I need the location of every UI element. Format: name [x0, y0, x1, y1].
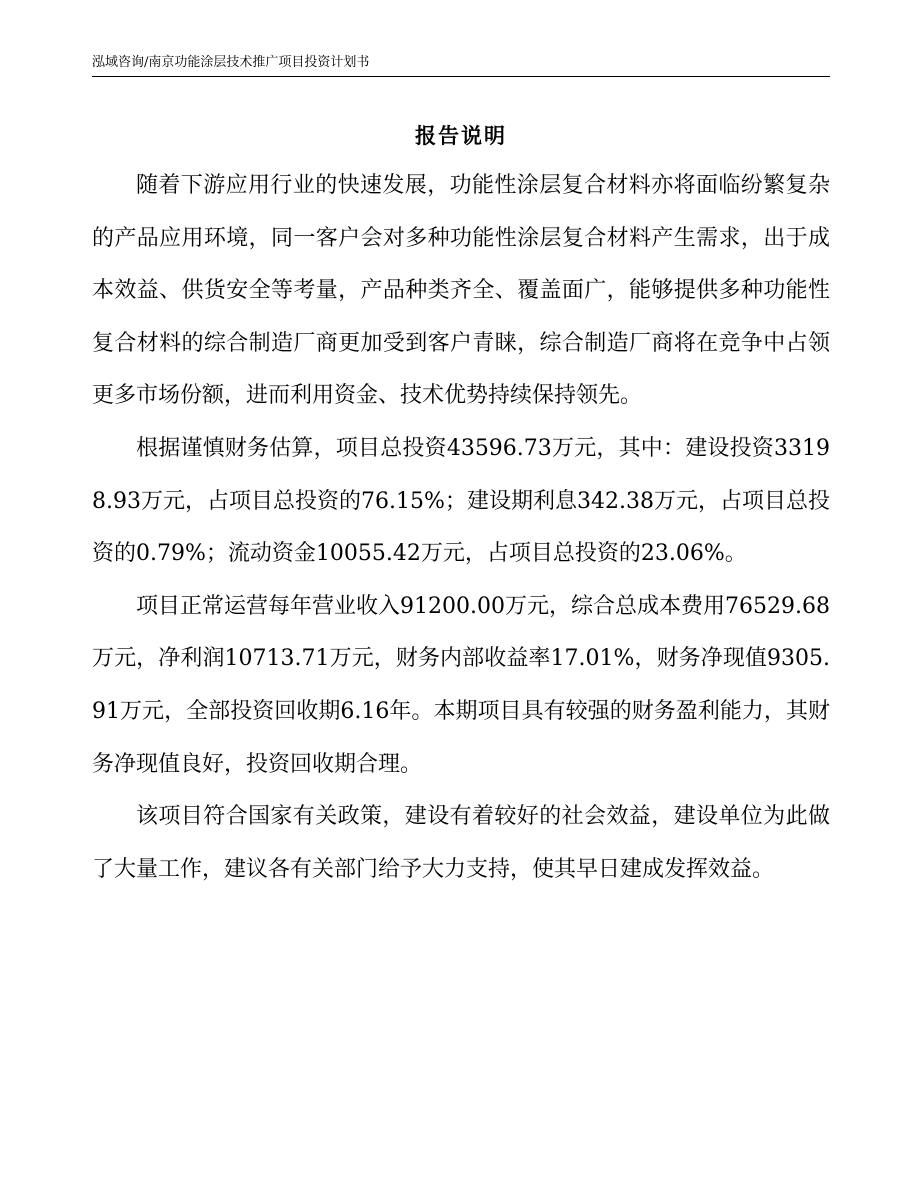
- header-divider: [92, 76, 830, 77]
- section-title: 报告说明: [415, 124, 507, 148]
- paragraph-market-background: 随着下游应用行业的快速发展，功能性涂层复合材料亦将面临纷繁复杂的产品应用环境，同一客户会对多种功能性涂层复合材料产生需求，出于成本效益、供货安全等考量，产品种类齐全、覆盖面广，能够提供多种功能性复合材料的综合制造厂商更加受到客户青睐，综合制造厂商将在竞争中占领更多市场份额，进而利用资金、技术优势持续保持领先。: [92, 173, 830, 409]
- paragraph-policy-recommendation: 该项目符合国家有关政策，建设有着较好的社会效益，建设单位为此做了大量工作，建议各有关部门给予大力支持，使其早日建成发挥效益。: [92, 804, 830, 882]
- running-header: 泓域咨询/南京功能涂层技术推广项目投资计划书: [92, 55, 370, 70]
- paragraph-investment-estimate: 根据谨慎财务估算，项目总投资43596.73万元，其中：建设投资33198.93万元，占项目总投资的76.15%；建设期利息342.38万元，占项目总投资的0.79%；流动资金10055.42万元，占项目总投资的23.06%。: [92, 435, 830, 567]
- paragraph-financial-performance: 项目正常运营每年营业收入91200.00万元，综合总成本费用76529.68万元，净利润10713.71万元，财务内部收益率17.01%，财务净现值9305.91万元，全部投资回收期6.16年。本期项目具有较强的财务盈利能力，其财务净现值良好，投资回收期合理。: [92, 593, 830, 777]
- report-body: [92, 160, 830, 896]
